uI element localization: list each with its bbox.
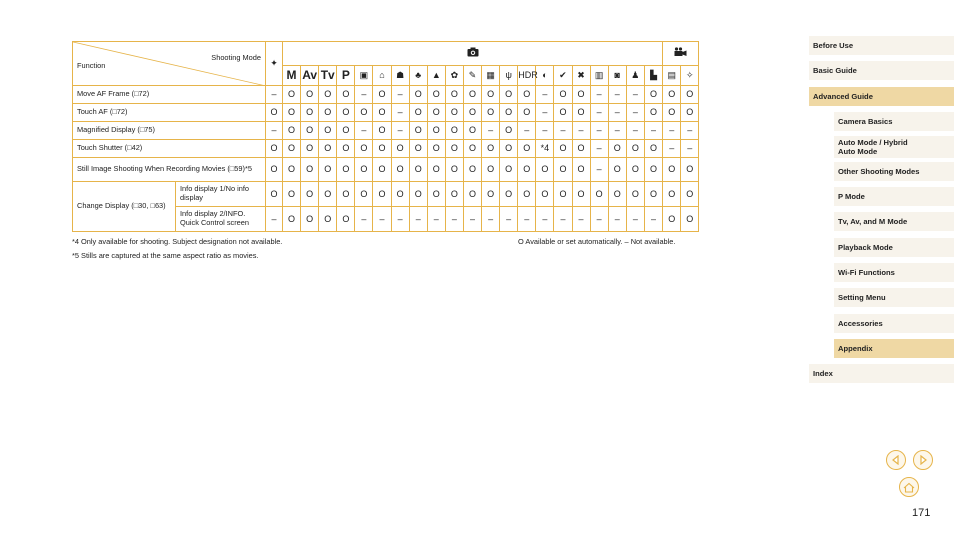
nav-item[interactable]: [834, 136, 954, 158]
nav-item[interactable]: [834, 212, 954, 231]
availability-cell: O: [644, 140, 662, 158]
availability-cell: –: [626, 122, 644, 140]
availability-cell: O: [663, 207, 681, 232]
availability-cell: O: [554, 104, 572, 122]
function-name: Change Display (□30, □63): [73, 182, 176, 232]
mode-icon-cell: [355, 66, 373, 86]
availability-cell: O: [518, 86, 536, 104]
availability-cell: O: [266, 104, 283, 122]
availability-cell: O: [608, 182, 626, 207]
home-button[interactable]: [899, 477, 919, 497]
availability-cell: O: [644, 86, 662, 104]
nav-item[interactable]: [834, 288, 954, 307]
availability-cell: O: [319, 86, 337, 104]
availability-cell: O: [463, 182, 481, 207]
availability-cell: O: [608, 158, 626, 182]
availability-cell: *4: [536, 140, 554, 158]
next-page-icon: [918, 455, 928, 465]
availability-cell: O: [463, 86, 481, 104]
availability-cell: O: [445, 182, 463, 207]
mode-icon-cell: [319, 66, 337, 86]
availability-cell: O: [572, 104, 590, 122]
footnote-5: *5 Stills are captured at the same aspect ratio as movies.: [72, 251, 259, 260]
availability-cell: –: [590, 104, 608, 122]
function-label: Function: [77, 61, 106, 71]
availability-cell: O: [373, 122, 391, 140]
availability-cell: O: [337, 86, 355, 104]
availability-cell: O: [663, 158, 681, 182]
availability-cell: –: [608, 207, 626, 232]
home-icon: [903, 482, 915, 493]
shooting-mode-icon: P: [341, 67, 350, 82]
availability-cell: –: [482, 122, 500, 140]
nav-item[interactable]: [834, 339, 954, 358]
availability-cell: O: [626, 182, 644, 207]
legend-note: O Available or set automatically. – Not available.: [518, 237, 676, 246]
shooting-mode-icon: ◙: [614, 70, 620, 81]
availability-cell: O: [355, 104, 373, 122]
mode-icon-cell: [463, 66, 481, 86]
availability-cell: O: [463, 104, 481, 122]
shooting-mode-icon: ♣: [415, 70, 422, 81]
availability-cell: O: [355, 182, 373, 207]
availability-cell: O: [663, 182, 681, 207]
availability-cell: O: [554, 86, 572, 104]
availability-cell: O: [301, 122, 319, 140]
function-name: Touch AF (□72): [73, 104, 266, 122]
availability-cell: –: [572, 122, 590, 140]
availability-cell: –: [536, 104, 554, 122]
nav-item[interactable]: [834, 187, 954, 206]
availability-cell: O: [319, 182, 337, 207]
availability-cell: O: [482, 86, 500, 104]
nav-item[interactable]: [809, 87, 954, 106]
availability-cell: O: [500, 158, 518, 182]
availability-cell: –: [681, 140, 699, 158]
mode-icon-cell: [373, 66, 391, 86]
function-name: Still Image Shooting When Recording Movies (□59)*5: [73, 158, 266, 182]
availability-cell: O: [409, 182, 427, 207]
availability-cell: O: [681, 86, 699, 104]
table-row: [73, 104, 699, 122]
availability-cell: O: [663, 86, 681, 104]
availability-cell: –: [626, 104, 644, 122]
availability-cell: O: [301, 158, 319, 182]
nav-item-label: Advanced Guide: [813, 92, 873, 101]
mode-icon-cell: [554, 66, 572, 86]
availability-cell: O: [391, 158, 409, 182]
availability-cell: –: [518, 207, 536, 232]
availability-cell: –: [463, 207, 481, 232]
mode-icon-cell: [301, 66, 319, 86]
table-row: [73, 140, 699, 158]
availability-cell: O: [445, 122, 463, 140]
availability-cell: O: [463, 140, 481, 158]
function-name: Move AF Frame (□72): [73, 86, 266, 104]
availability-cell: O: [644, 182, 662, 207]
availability-cell: O: [283, 122, 301, 140]
availability-cell: O: [518, 104, 536, 122]
shooting-mode-icon: Av: [302, 67, 318, 82]
shooting-mode-icon: ▙: [650, 70, 657, 81]
availability-cell: –: [663, 122, 681, 140]
mode-icon-cell: [482, 66, 500, 86]
nav-item-label: P Mode: [838, 192, 865, 201]
availability-cell: –: [644, 207, 662, 232]
availability-cell: O: [427, 158, 445, 182]
availability-cell: O: [518, 140, 536, 158]
availability-cell: O: [554, 158, 572, 182]
shooting-mode-label: Shooting Mode: [211, 53, 261, 62]
footnote-4: *4 Only available for shooting. Subject designation not available.: [72, 237, 283, 246]
availability-cell: O: [319, 122, 337, 140]
mode-icon-cell: [681, 66, 699, 86]
availability-cell: –: [590, 207, 608, 232]
availability-cell: O: [337, 140, 355, 158]
availability-cell: O: [283, 158, 301, 182]
availability-cell: O: [409, 86, 427, 104]
availability-cell: O: [518, 158, 536, 182]
availability-cell: O: [427, 104, 445, 122]
mode-icon-cell: [644, 66, 662, 86]
availability-cell: O: [482, 158, 500, 182]
shooting-mode-icon: Tv: [320, 67, 335, 82]
availability-cell: –: [355, 207, 373, 232]
availability-cell: O: [319, 140, 337, 158]
shooting-mode-icon: ✖: [577, 70, 585, 81]
availability-cell: O: [319, 207, 337, 232]
availability-cell: –: [608, 122, 626, 140]
nav-item-label: Auto Mode / Hybrid Auto Mode: [838, 138, 908, 156]
nav-item[interactable]: [834, 263, 954, 282]
nav-item[interactable]: [834, 162, 954, 181]
nav-item-label: Tv, Av, and M Mode: [838, 217, 908, 226]
availability-cell: O: [301, 104, 319, 122]
next-page-button[interactable]: [913, 450, 933, 470]
availability-cell: O: [373, 158, 391, 182]
shooting-mode-icon: ✿: [450, 70, 459, 81]
availability-cell: O: [644, 104, 662, 122]
mode-icon-cell: [518, 66, 536, 86]
function-subname: Info display 2/INFO. Quick Control screen: [176, 207, 266, 232]
availability-cell: –: [373, 207, 391, 232]
nav-item-label: Appendix: [838, 344, 873, 353]
availability-cell: O: [283, 104, 301, 122]
mode-icon-cell: [337, 66, 355, 86]
availability-cell: O: [554, 182, 572, 207]
mode-icon-cell: [536, 66, 554, 86]
nav-item-label: Before Use: [813, 41, 854, 50]
availability-cell: O: [482, 182, 500, 207]
mode-icon-smart-auto: [266, 42, 283, 86]
shooting-mode-icon: ▣: [359, 70, 369, 81]
availability-cell: –: [590, 140, 608, 158]
availability-cell: –: [626, 86, 644, 104]
mode-icon-cell: [590, 66, 608, 86]
availability-cell: O: [445, 86, 463, 104]
availability-cell: O: [283, 182, 301, 207]
availability-cell: O: [409, 104, 427, 122]
availability-cell: O: [373, 104, 391, 122]
nav-item[interactable]: [809, 364, 954, 383]
availability-cell: O: [427, 140, 445, 158]
availability-cell: O: [337, 104, 355, 122]
availability-cell: O: [283, 140, 301, 158]
availability-cell: O: [482, 140, 500, 158]
nav-item-label: Playback Mode: [838, 243, 893, 252]
availability-cell: O: [319, 158, 337, 182]
availability-cell: –: [482, 207, 500, 232]
availability-cell: –: [608, 86, 626, 104]
availability-cell: O: [266, 158, 283, 182]
availability-cell: O: [572, 158, 590, 182]
mode-icon-cell: [409, 66, 427, 86]
function-name: Touch Shutter (□42): [73, 140, 266, 158]
availability-cell: O: [337, 158, 355, 182]
availability-cell: O: [283, 207, 301, 232]
previous-page-icon: [891, 455, 901, 465]
page-number: 171: [912, 507, 931, 519]
availability-cell: O: [608, 140, 626, 158]
availability-cell: O: [590, 182, 608, 207]
availability-cell: O: [663, 104, 681, 122]
availability-cell: O: [409, 122, 427, 140]
movie-group-header: [663, 42, 699, 66]
availability-cell: O: [463, 158, 481, 182]
mode-icon-cell: [283, 66, 301, 86]
availability-cell: –: [536, 86, 554, 104]
availability-cell: –: [644, 122, 662, 140]
nav-item-label: Other Shooting Modes: [838, 167, 920, 176]
table-row: [73, 122, 699, 140]
availability-cell: –: [445, 207, 463, 232]
availability-cell: O: [409, 140, 427, 158]
nav-item-label: Camera Basics: [838, 117, 893, 126]
mode-icon-cell: [572, 66, 590, 86]
availability-cell: O: [391, 140, 409, 158]
availability-cell: O: [554, 140, 572, 158]
availability-cell: –: [427, 207, 445, 232]
availability-cell: –: [266, 86, 283, 104]
availability-cell: O: [644, 158, 662, 182]
availability-cell: O: [373, 182, 391, 207]
availability-cell: O: [266, 182, 283, 207]
availability-cell: O: [427, 122, 445, 140]
availability-cell: O: [409, 158, 427, 182]
availability-cell: O: [482, 104, 500, 122]
availability-cell: O: [301, 207, 319, 232]
availability-cell: –: [572, 207, 590, 232]
availability-cell: –: [536, 122, 554, 140]
availability-cell: O: [427, 86, 445, 104]
shooting-mode-icon: ⌂: [379, 70, 385, 81]
availability-cell: –: [391, 122, 409, 140]
availability-cell: O: [266, 140, 283, 158]
availability-cell: O: [427, 182, 445, 207]
function-subname: Info display 1/No info display: [176, 182, 266, 207]
availability-cell: –: [391, 104, 409, 122]
still-group-header: [283, 42, 663, 66]
availability-cell: O: [500, 182, 518, 207]
availability-cell: –: [391, 86, 409, 104]
availability-cell: O: [500, 140, 518, 158]
mode-icon-cell: [445, 66, 463, 86]
availability-cell: O: [681, 104, 699, 122]
availability-cell: O: [391, 182, 409, 207]
availability-cell: –: [409, 207, 427, 232]
mode-icon-cell: [500, 66, 518, 86]
availability-cell: O: [301, 182, 319, 207]
table-row: [73, 158, 699, 182]
mode-icon-cell: [608, 66, 626, 86]
availability-cell: –: [590, 122, 608, 140]
availability-cell: O: [500, 122, 518, 140]
availability-cell: O: [301, 86, 319, 104]
availability-cell: O: [681, 182, 699, 207]
nav-item-label: Index: [813, 369, 833, 378]
availability-cell: O: [283, 86, 301, 104]
availability-cell: O: [355, 158, 373, 182]
table-row: [73, 182, 699, 207]
mode-icon-cell: [391, 66, 409, 86]
shooting-mode-icon: ▤: [667, 70, 676, 81]
availability-cell: O: [445, 104, 463, 122]
shooting-mode-icon: ☗: [396, 70, 405, 81]
shooting-mode-icon: ▦: [486, 70, 495, 81]
shooting-mode-icon: ◐: [542, 70, 548, 81]
availability-cell: –: [355, 122, 373, 140]
availability-cell: –: [554, 122, 572, 140]
availability-cell: O: [500, 86, 518, 104]
availability-cell: O: [626, 158, 644, 182]
nav-item-label: Setting Menu: [838, 293, 886, 302]
availability-cell: O: [572, 182, 590, 207]
function-availability-table: [72, 41, 699, 232]
availability-cell: –: [536, 207, 554, 232]
availability-cell: –: [266, 207, 283, 232]
nav-item[interactable]: [834, 112, 954, 131]
mode-icon-cell: [626, 66, 644, 86]
nav-item[interactable]: [809, 61, 954, 80]
availability-cell: O: [337, 122, 355, 140]
availability-cell: O: [373, 86, 391, 104]
nav-item[interactable]: [834, 238, 954, 257]
availability-cell: O: [355, 140, 373, 158]
camera-icon: [467, 47, 479, 57]
nav-item[interactable]: [809, 36, 954, 55]
availability-cell: O: [572, 86, 590, 104]
availability-cell: O: [445, 140, 463, 158]
availability-cell: O: [681, 158, 699, 182]
availability-cell: O: [373, 140, 391, 158]
function-name: Magnified Display (□75): [73, 122, 266, 140]
availability-cell: –: [590, 86, 608, 104]
movie-camera-icon: [674, 47, 688, 57]
availability-cell: –: [266, 122, 283, 140]
availability-cell: O: [319, 104, 337, 122]
availability-cell: –: [518, 122, 536, 140]
shooting-mode-icon: M: [286, 67, 297, 82]
header-diagonal-cell: [73, 42, 266, 86]
shooting-mode-icon: ψ: [505, 70, 512, 81]
nav-item-label: Accessories: [838, 319, 883, 328]
availability-cell: O: [445, 158, 463, 182]
shooting-mode-icon: ✎: [468, 70, 477, 81]
mode-icon-cell: [663, 66, 681, 86]
mode-icon-cell: [427, 66, 445, 86]
nav-item-label: Basic Guide: [813, 66, 857, 75]
availability-cell: O: [301, 140, 319, 158]
shooting-mode-icon: HDR: [518, 70, 538, 81]
availability-cell: O: [518, 182, 536, 207]
shooting-mode-icon: ✔: [559, 70, 567, 81]
availability-cell: –: [590, 158, 608, 182]
availability-cell: –: [608, 104, 626, 122]
availability-cell: –: [681, 122, 699, 140]
shooting-mode-icon: ♟: [631, 70, 640, 81]
availability-cell: O: [681, 207, 699, 232]
smart-auto-icon: ✦: [270, 58, 278, 69]
availability-cell: –: [626, 207, 644, 232]
availability-cell: O: [500, 104, 518, 122]
availability-cell: –: [500, 207, 518, 232]
availability-cell: O: [572, 140, 590, 158]
availability-cell: O: [536, 182, 554, 207]
availability-cell: –: [554, 207, 572, 232]
shooting-mode-icon: ▲: [431, 70, 441, 81]
table-row: [73, 86, 699, 104]
availability-cell: O: [463, 122, 481, 140]
availability-cell: –: [391, 207, 409, 232]
availability-cell: O: [337, 207, 355, 232]
shooting-mode-icon: ✧: [686, 70, 694, 81]
availability-cell: O: [337, 182, 355, 207]
prev-page-button[interactable]: [886, 450, 906, 470]
shooting-mode-icon: ▥: [594, 70, 604, 81]
availability-cell: –: [355, 86, 373, 104]
availability-cell: O: [626, 140, 644, 158]
availability-cell: O: [536, 158, 554, 182]
availability-cell: –: [663, 140, 681, 158]
nav-item[interactable]: [834, 314, 954, 333]
nav-item-label: Wi-Fi Functions: [838, 268, 895, 277]
